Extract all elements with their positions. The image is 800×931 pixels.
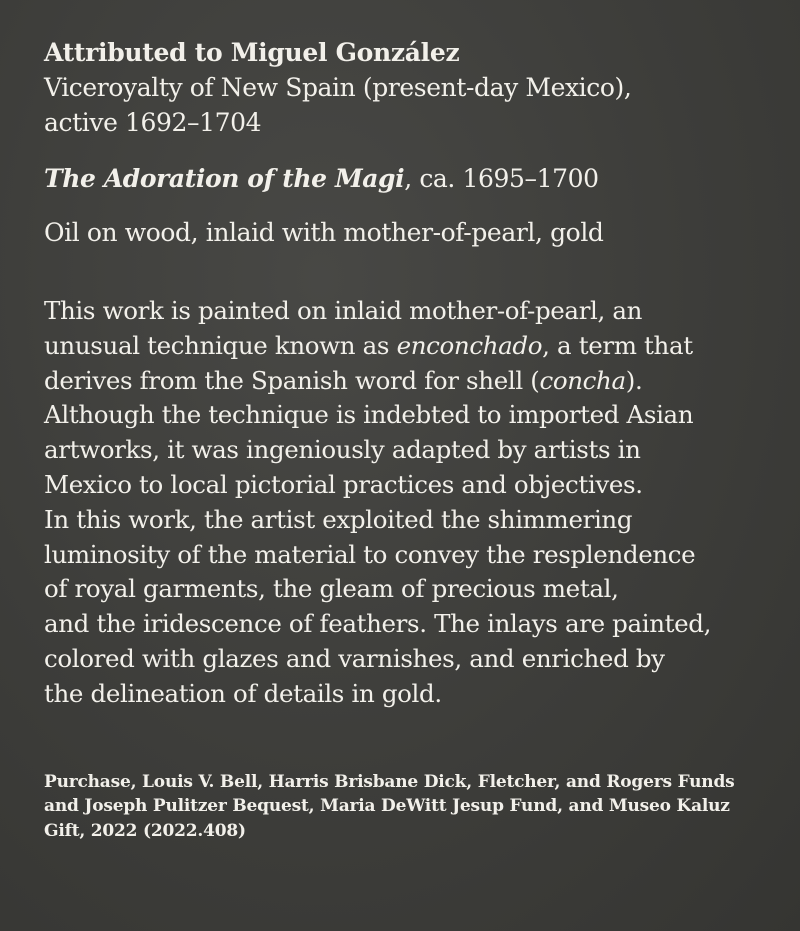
credit-text: and Joseph Pulitzer Bequest, Maria DeWitt Jesup Fund, and Museo Kaluz xyxy=(44,796,730,817)
credit-line xyxy=(44,770,784,844)
artist-origin xyxy=(44,70,784,140)
description-line: In this work, the artist exploited the shimmering xyxy=(44,504,633,534)
description-line: of royal garments, the gleam of precious metal, xyxy=(44,574,619,604)
origin-line: active 1692–1704 xyxy=(44,108,262,137)
description-text: unusual technique known as xyxy=(44,330,397,360)
origin-line: Viceroyalty of New Spain (present-day Mexico), xyxy=(44,73,632,102)
work-title-line xyxy=(44,162,784,196)
description-line xyxy=(44,364,784,399)
description-line: and the iridescence of feathers. The inlays are painted, xyxy=(44,609,712,639)
description-line: colored with glazes and varnishes, and enriched by xyxy=(44,643,665,673)
work-date: , ca. 1695–1700 xyxy=(404,164,599,193)
work-medium: Oil on wood, inlaid with mother-of-pearl, gold xyxy=(44,218,604,247)
description-line: This work is painted on inlaid mother-of-pearl, an xyxy=(44,296,643,325)
museum-label xyxy=(44,36,784,843)
description-text: ). xyxy=(625,365,643,395)
description-line: Mexico to local pictorial practices and objectives. xyxy=(44,469,643,499)
description-text: , a term that xyxy=(542,330,693,360)
description-emphasis: enconchado xyxy=(396,330,543,360)
description-text: derives from the Spanish word for shell ( xyxy=(44,365,540,395)
description-emphasis: concha xyxy=(539,365,626,395)
credit-text: Purchase, Louis V. Bell, Harris Brisbane Dick, Fletcher, and Rogers Funds xyxy=(44,771,735,792)
work-title: The Adoration of the Magi xyxy=(44,164,405,193)
description-line: the delineation of details in gold. xyxy=(44,678,442,708)
description-line xyxy=(44,329,784,364)
description-line: Although the technique is indebted to imported Asian xyxy=(44,400,694,430)
credit-text: Gift, 2022 (2022.408) xyxy=(44,820,246,841)
description-line: luminosity of the material to convey the resplendence xyxy=(44,539,696,569)
artist-name: Attributed to Miguel González xyxy=(44,38,460,67)
description xyxy=(44,294,784,712)
description-line: artworks, it was ingeniously adapted by artists in xyxy=(44,435,641,465)
